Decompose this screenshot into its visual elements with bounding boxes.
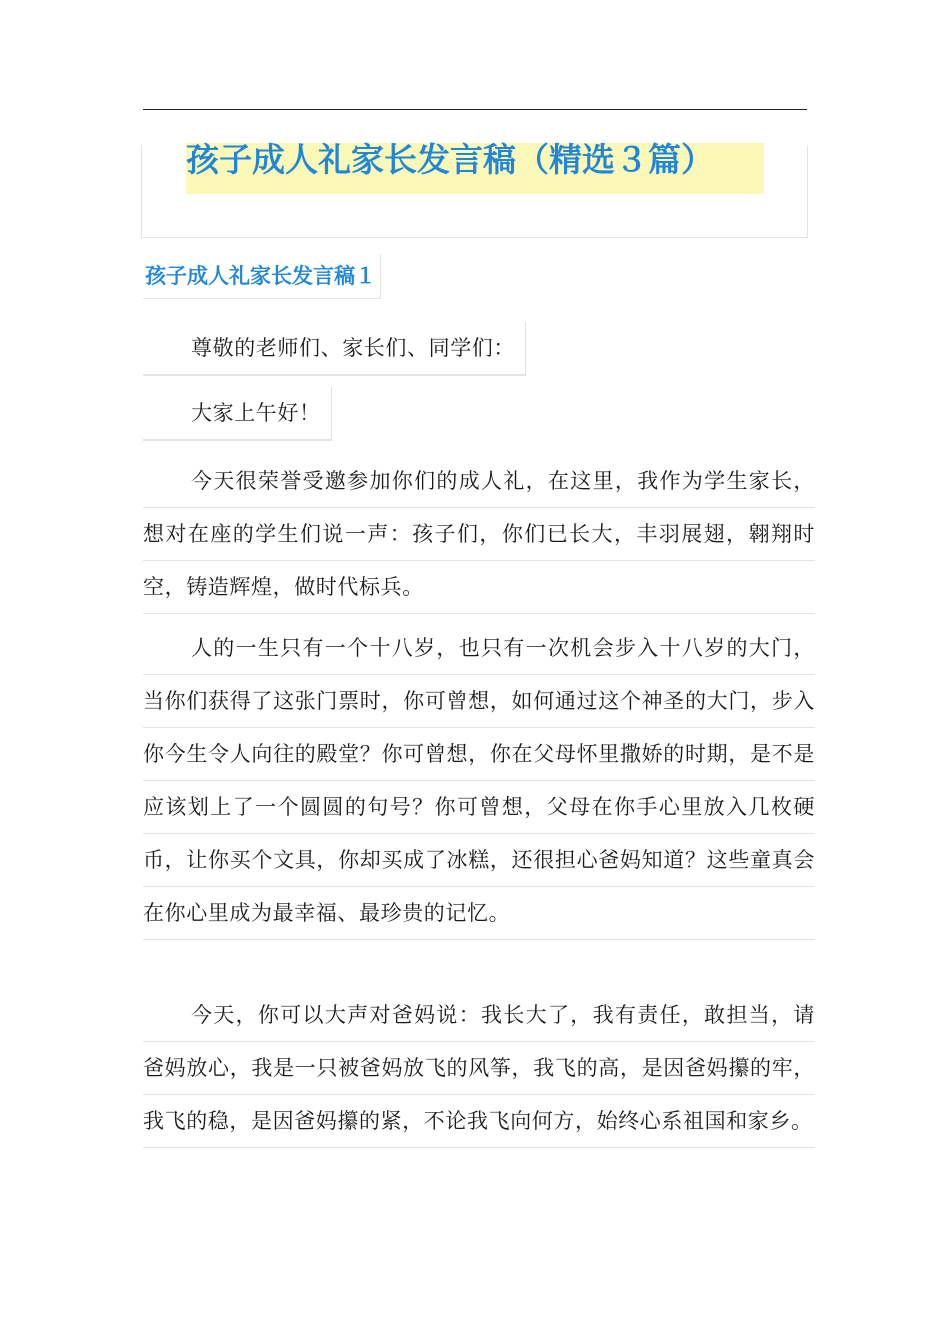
section-heading: 孩子成人礼家长发言稿１ (143, 254, 381, 299)
top-rule (143, 109, 807, 110)
paragraph-2: 人的一生只有一个十八岁，也只有一次机会步入十八岁的大门，当你们获得了这张门票时，你可曾想，如何通过这个神圣的大门，步入你今生令人向往的殿堂？你可曾想，你在父母怀里撒娇的时期，是不是应该划上了一个圆圆的句号？你可曾想，父母在你手心里放入几枚硬币，让你买个文具，你却买成了冰糕，还很担心爸妈知道？这些童真会在你心里成为最幸福、最珍贵的记忆。 (143, 622, 815, 940)
paragraph-1: 今天很荣誉受邀参加你们的成人礼，在这里，我作为学生家长，想对在座的学生们说一声：孩子们，你们已长大，丰羽展翅，翱翔时空，铸造辉煌，做时代标兵。 (143, 455, 815, 614)
document-title: 孩子成人礼家长发言稿（精选３篇） (186, 140, 714, 179)
paragraph-greeting: 尊敬的老师们、家长们、同学们： (143, 322, 526, 376)
paragraph-salutation: 大家上午好！ (143, 387, 332, 441)
paragraph-3: 今天，你可以大声对爸妈说：我长大了，我有责任，敢担当，请爸妈放心，我是一只被爸妈放飞的风筝，我飞的高，是因爸妈攥的牢，我飞的稳，是因爸妈攥的紧，不论我飞向何方，始终心系祖国和家乡。 (143, 989, 815, 1148)
